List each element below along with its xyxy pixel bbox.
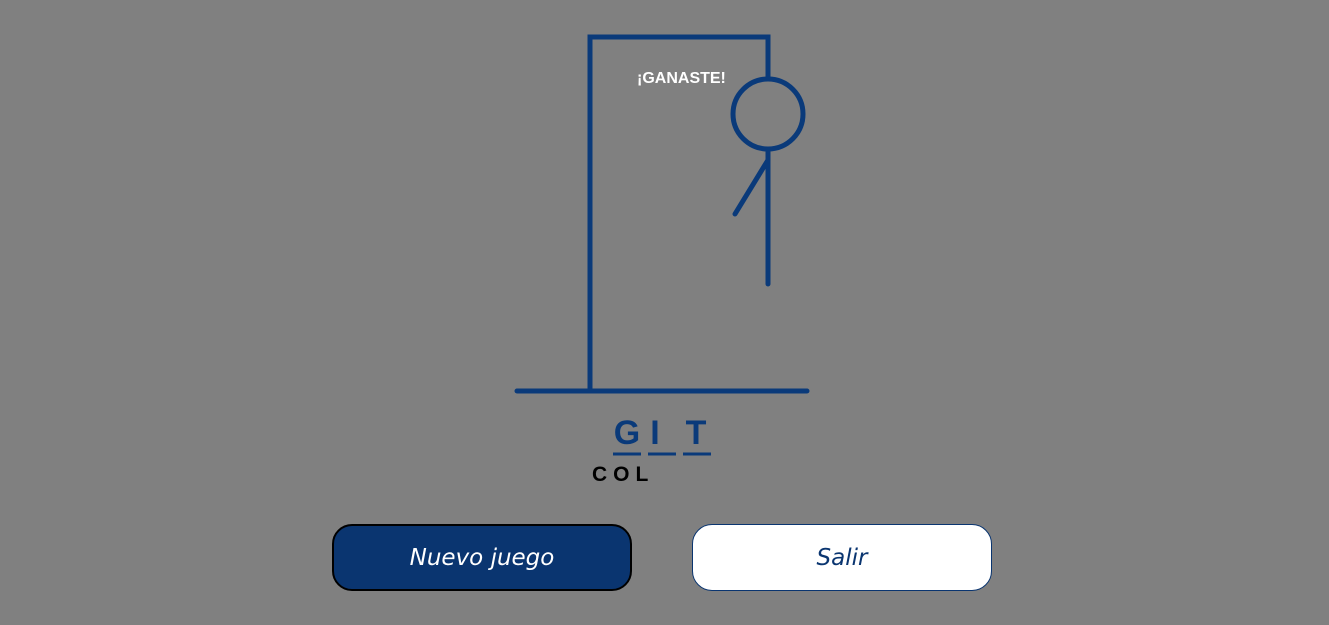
status-message: ¡GANASTE! [637,70,726,87]
word-letter: T [685,414,707,452]
new-game-button[interactable] [332,524,632,591]
wrong-letters: COL [592,463,655,486]
word-letter: G [613,414,641,452]
new-game-button-label: Nuevo juego [409,544,555,571]
exit-button-label: Salir [816,544,868,571]
word-letter: I [650,414,660,452]
exit-button[interactable] [692,524,992,591]
hangman-head [733,79,803,149]
hangman-left-arm [735,160,768,214]
